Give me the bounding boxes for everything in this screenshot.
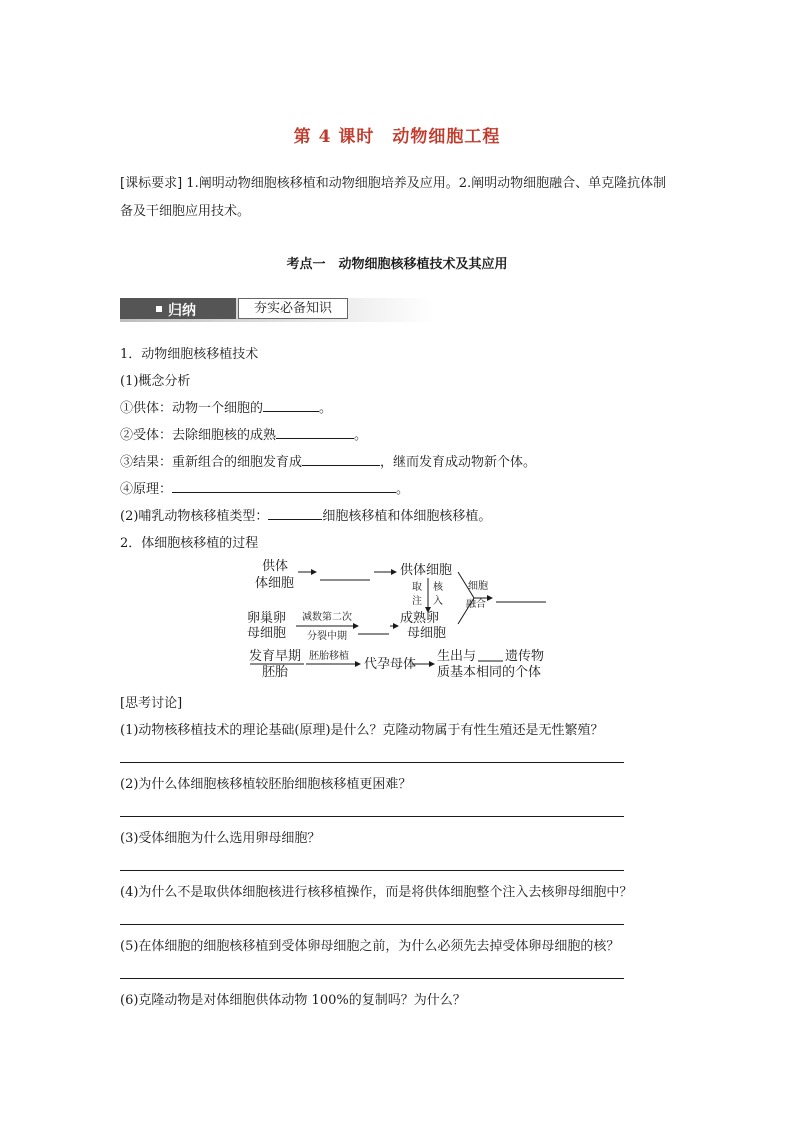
answer-line-5[interactable] (120, 978, 624, 979)
heading-process: 2．体细胞核移植的过程 (120, 536, 259, 551)
principle-end: 。 (396, 482, 410, 497)
answer-line-1[interactable] (120, 762, 624, 763)
principle-text: ④原理： (120, 482, 173, 497)
section-title: 考点一 动物细胞核移植技术及其应用 (286, 257, 508, 272)
types-end: 细胞核移植和体细胞核移植。 (322, 509, 492, 524)
surrogate-label: 代孕母体 (364, 657, 417, 672)
recipient-text: ②受体：去除细胞核的成熟 (120, 428, 277, 443)
recipient-end: 。 (354, 428, 368, 443)
question-5: (5)在体细胞的细胞核移植到受体卵母细胞之前，为什么必须先去掉受体卵母细胞的核？ (120, 939, 620, 954)
donor-end: 。 (319, 401, 333, 416)
born-label-1b: 遗传物 (505, 649, 545, 664)
requirements-tag: [课标要求] (120, 176, 183, 191)
mature-label-1: 成熟卵 (400, 611, 440, 626)
answer-line-2[interactable] (120, 816, 624, 817)
dev-label-1: 发育早期 (249, 649, 302, 664)
fusion-label-2: 融合 (466, 599, 486, 610)
types-text: (2)哺乳动物核移植类型： (120, 509, 269, 524)
oocyte-label-1: 卵巢卵 (247, 611, 287, 626)
take-label: 取 (412, 582, 422, 593)
question-6: (6)克隆动物是对体细胞供体动物 100%的复制吗？为什么？ (120, 993, 466, 1008)
born-label-1a: 生出与 (437, 649, 477, 664)
donor-label-1: 供体 (262, 559, 289, 574)
banner-label: 归纳 (168, 303, 196, 319)
inject-label: 注 (412, 596, 422, 607)
donor-label-2: 体细胞 (255, 576, 295, 591)
dev-label-2: 胚胎 (262, 665, 289, 680)
oocyte-label-2: 母细胞 (247, 626, 287, 641)
requirements-text: 1.阐明动物细胞核移植和动物细胞培养及应用。2.阐明动物细胞融合、单克隆抗体制备及干细胞应用技术。 (120, 176, 667, 219)
result-end: ，继而发育成动物新个体。 (380, 455, 537, 470)
meiosis-label-2: 分裂中期 (307, 631, 347, 642)
heading-nuclear-transfer: 1．动物细胞核移植技术 (120, 347, 259, 362)
fusion-bracket (458, 572, 474, 624)
page-title: 第 4 课时 动物细胞工程 (293, 127, 501, 147)
transfer-label: 胚胎移植 (309, 651, 349, 662)
question-2: (2)为什么体细胞核移植较胚胎细胞核移植更困难？ (120, 777, 412, 792)
heading-concept: (1)概念分析 (120, 374, 191, 389)
question-1: (1)动物核移植技术的理论基础(原理)是什么？克隆动物属于有性生殖还是无性繁殖？ (120, 723, 604, 738)
nucleus-label: 核 (433, 582, 443, 593)
question-4: (4)为什么不是取供体细胞核进行核移植操作，而是将供体细胞整个注入去核卵母细胞中？ (120, 885, 633, 900)
meiosis-label-1: 减数第二次 (302, 612, 352, 623)
discussion-tag: [思考讨论] (120, 696, 183, 711)
banner-sub: 夯实必备知识 (238, 298, 348, 319)
answer-line-4[interactable] (120, 924, 624, 925)
answer-line-3[interactable] (120, 870, 624, 871)
result-text: ③结果：重新组合的细胞发育成 (120, 455, 303, 470)
born-label-2: 质基本相同的个体 (437, 665, 542, 680)
mature-label-2: 母细胞 (407, 626, 447, 641)
donor-text: ①供体：动物一个细胞的 (120, 401, 264, 416)
fusion-label-1: 细胞 (468, 581, 488, 592)
question-3: (3)受体细胞为什么选用卵母细胞？ (120, 831, 321, 846)
enter-label: 入 (433, 596, 443, 607)
donor-cell-label: 供体细胞 (400, 563, 453, 578)
